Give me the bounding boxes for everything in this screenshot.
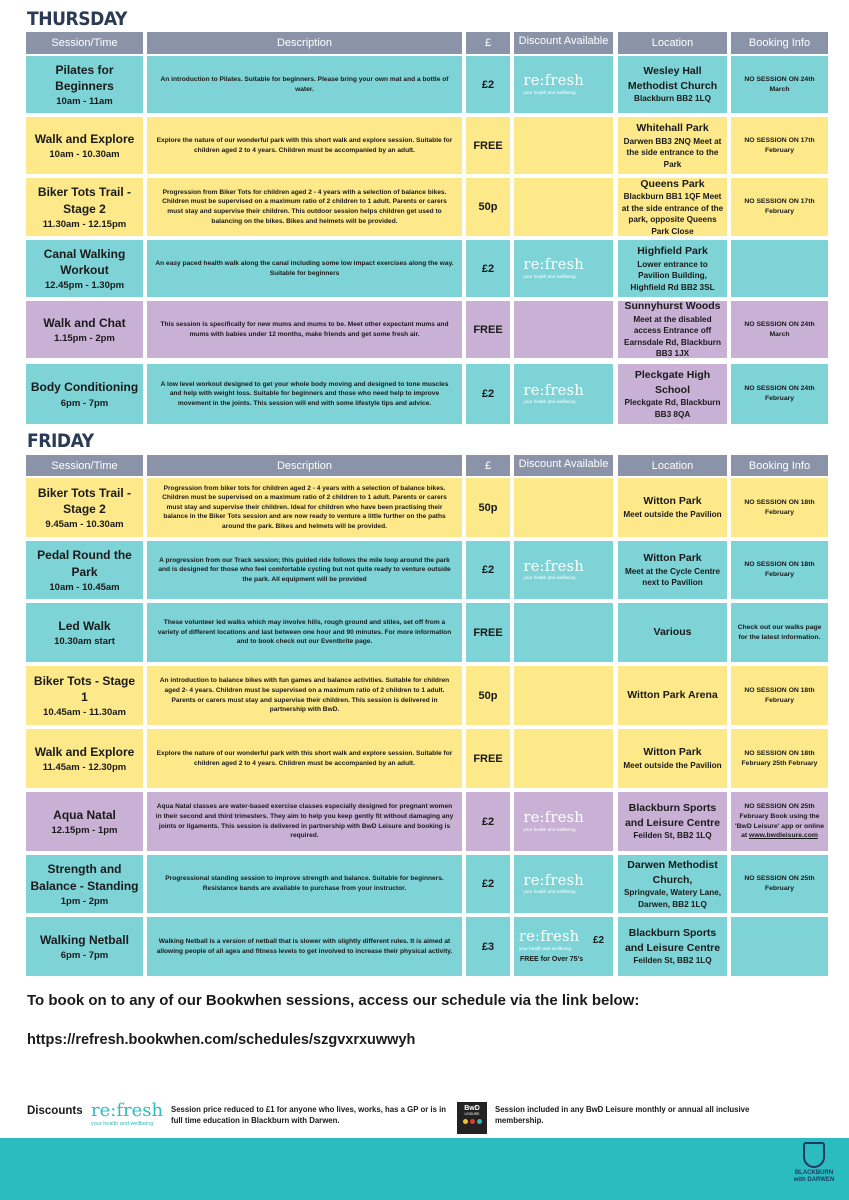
table-row bbox=[26, 240, 828, 297]
session-title: Walk and Explore bbox=[34, 744, 135, 759]
location-name: Witton Park bbox=[643, 552, 702, 565]
session-title: Body Conditioning bbox=[30, 380, 139, 395]
session-description: Explore the nature of our wonderful park with this short walk and explore session. Suitable for children aged 2 to 4 years. Children must be accompanied by an adult. bbox=[156, 749, 453, 767]
session-price: £2 bbox=[481, 388, 495, 400]
location-name: Whitehall Park bbox=[636, 121, 709, 134]
crest-shield-icon bbox=[803, 1142, 825, 1168]
table-row bbox=[26, 301, 828, 358]
booking-info: NO SESSION ON 18th February bbox=[744, 561, 815, 578]
session-price: FREE bbox=[473, 139, 503, 152]
refresh-logo: re:fresh your health and wellbeing bbox=[518, 929, 580, 951]
location-address: Meet outside the Pavilion bbox=[623, 510, 722, 520]
session-title: Biker Tots Trail - Stage 2 bbox=[37, 185, 132, 216]
booking-info: NO SESSION ON 24th March bbox=[744, 320, 815, 338]
session-price: 50p bbox=[478, 501, 498, 514]
session-description: Progression from biker tots for children aged 2 - 4 years with a selection of balance bikes. Children must be supervised on a maximum ratio of 2 children to 1 adult. Parents or carers must stay and supervise their children. Ideal for children who have been practising their balance in the Biker Tots session and are now ready to venture a little further on the paths around the park. Bikes and helmets will be provided. bbox=[162, 484, 447, 530]
session-price: £2 bbox=[481, 78, 495, 91]
session-price: £2 bbox=[481, 564, 495, 576]
location-name: Sunnyhurst Woods bbox=[624, 301, 721, 313]
session-time: 10.45am - 11.30am bbox=[43, 707, 126, 719]
refresh-logo: re:fresh your health and wellbeing bbox=[523, 257, 584, 279]
session-title: Biker Tots - Stage 1 bbox=[33, 673, 136, 704]
table-row bbox=[26, 117, 828, 174]
table-row bbox=[26, 541, 828, 599]
bookwhen-link[interactable]: https://refresh.bookwhen.com/schedules/szgvxrxuwwyh bbox=[27, 1032, 416, 1048]
session-price: 50p bbox=[478, 689, 498, 702]
location-address: Feilden St, BB2 1LQ bbox=[633, 831, 712, 841]
location-name: Blackburn Sports and Leisure Centre bbox=[624, 927, 721, 954]
table-row bbox=[26, 478, 828, 537]
session-title: Aqua Natal bbox=[53, 807, 116, 822]
location-address: Feilden St, BB2 1LQ bbox=[633, 956, 712, 966]
session-description: A progression from our Track session; this guided ride follows the mile loop around the park and is designed for those who feel comfortable cycling but not quite ready to venture outside the park. All equipment will be provided bbox=[158, 556, 451, 583]
location-address: Lower entrance to Pavilion Building, Highfield Rd BB2 3SL bbox=[630, 259, 715, 292]
bwd-discount-text: Session included in any BwD Leisure monthly or annual all inclusive membership. bbox=[495, 1105, 750, 1126]
session-time: 9.45am - 10.30am bbox=[45, 519, 124, 531]
location-name: Witton Park bbox=[643, 746, 702, 759]
refresh-logo: re:fresh your health and wellbeing bbox=[523, 872, 584, 895]
header-price: £ bbox=[466, 455, 510, 476]
header-discount: Discount Available bbox=[514, 32, 613, 54]
session-time: 12.45pm - 1.30pm bbox=[44, 280, 125, 292]
session-price: £2 bbox=[481, 262, 495, 275]
session-price: FREE bbox=[473, 752, 503, 765]
session-time: 1pm - 2pm bbox=[60, 895, 109, 907]
session-price: 50p bbox=[478, 201, 498, 213]
discounts-label: Discounts bbox=[27, 1105, 83, 1117]
location-address: Meet at the disabled access Entrance off Earnsdale Rd, Blackburn BB3 1JX bbox=[624, 314, 721, 358]
refresh-logo: re:fresh your health and wellbeing bbox=[523, 558, 584, 581]
booking-info: NO SESSION ON 24th March bbox=[744, 75, 815, 93]
location-name: Wesley Hall Methodist Church bbox=[627, 65, 718, 92]
table-row bbox=[26, 666, 828, 725]
table-row bbox=[26, 855, 828, 913]
session-price: £3 bbox=[481, 940, 495, 953]
session-description: These volunteer led walks which may involve hills, rough ground and stiles, set off from a variety of different locations and last between one hour and 90 minutes. For more information and to book check out our Eventbrite page. bbox=[157, 619, 452, 646]
location-name: Blackburn Sports and Leisure Centre bbox=[624, 802, 721, 829]
header-description: Description bbox=[147, 32, 462, 54]
booking-info: NO SESSION ON 18th February 25th February bbox=[741, 749, 818, 767]
session-time: 10am - 10.45am bbox=[49, 581, 120, 593]
location-name: Pleckgate High School bbox=[634, 368, 711, 396]
booking-info: NO SESSION ON 17th February bbox=[744, 198, 815, 215]
table-row bbox=[26, 56, 828, 113]
booking-info: NO SESSION ON 17th February bbox=[744, 136, 815, 154]
header-session: Session/Time bbox=[26, 32, 143, 54]
thursday-table-header bbox=[26, 32, 828, 54]
discount-note: FREE for Over 75's bbox=[520, 955, 584, 963]
session-price: FREE bbox=[473, 626, 503, 639]
session-description: An introduction to Pilates. Suitable for beginners. Please bring your own mat and a bottle of water. bbox=[160, 75, 449, 93]
refresh-logo: re:fresh your health and wellbeing bbox=[91, 1100, 164, 1127]
session-price: £2 bbox=[481, 815, 495, 828]
location-name: Various bbox=[653, 626, 692, 639]
friday-table-header bbox=[26, 455, 828, 476]
discounts-legend bbox=[27, 1102, 827, 1136]
discount-price: £2 bbox=[592, 935, 605, 946]
location-address: Meet outside the Pavilion bbox=[623, 761, 722, 771]
session-description: A low level workout designed to get your whole body moving and designed to tone muscles and help with weight loss. Suitable for beginners and those who need help to improve movement in the joints. This session will end with some lifestyle tips and advice. bbox=[160, 380, 449, 407]
header-price: £ bbox=[466, 32, 510, 54]
refresh-discount-text: Session price reduced to £1 for anyone who lives, works, has a GP or is in full time education in Blackburn with Darwen. bbox=[171, 1105, 447, 1126]
session-time: 11.45am - 12.30pm bbox=[42, 762, 127, 774]
location-address: Pleckgate Rd, Blackburn BB3 8QA bbox=[624, 398, 721, 419]
booking-info: NO SESSION ON 25th February bbox=[744, 875, 815, 892]
session-description: Progression from Biker Tots for children aged 2 - 4 years with a selection of balance bikes. Children must be supervised on a maximum ratio of 2 children to 1 adult. Parents or carers must stay and supervise their children. This outdoor session helps children get used to balancing on the bikes. Bikes and helmets will be provided. bbox=[162, 188, 447, 225]
header-location: Location bbox=[618, 455, 727, 476]
session-time: 12.15pm - 1pm bbox=[51, 825, 118, 837]
session-description: Progressional standing session to improve strength and balance. Suitable for beginners. Resistance bands are available to purchase from your instructor. bbox=[165, 875, 444, 892]
session-title: Strength and Balance - Standing bbox=[30, 862, 139, 893]
location-address: Springvale, Watery Lane, Darwen, BB2 1LQ bbox=[623, 888, 722, 909]
location-name: Queens Park bbox=[640, 178, 705, 190]
table-row bbox=[26, 792, 828, 851]
session-title: Pilates for Beginners bbox=[55, 62, 114, 93]
table-row bbox=[26, 178, 828, 236]
location-name: Witton Park Arena bbox=[627, 689, 718, 702]
header-session: Session/Time bbox=[26, 455, 143, 476]
session-time: 10.30am start bbox=[54, 636, 115, 648]
session-price: FREE bbox=[473, 323, 503, 336]
header-booking: Booking Info bbox=[731, 32, 828, 54]
session-title: Canal Walking Workout bbox=[43, 246, 126, 277]
header-description: Description bbox=[147, 455, 462, 476]
thursday-heading: THURSDAY bbox=[27, 8, 127, 30]
footer-band bbox=[0, 1138, 849, 1200]
session-description: An introduction to balance bikes with fun games and balance activities. Suitable for children aged 2- 4 years. Children must be supervised on a maximum ratio of 2 children to 1 adult. Parents or carers must stay and supervise their children. This session is delivered in partnership with BwD. bbox=[159, 677, 450, 714]
session-description: This session is specifically for new mums and mums to be. Meet other expectant mums and mums with babies under 12 months, make friends and get some fresh air. bbox=[160, 320, 449, 338]
bwd-leisure-link[interactable]: www.bwdleisure.com bbox=[749, 832, 818, 840]
header-discount: Discount Available bbox=[514, 455, 613, 476]
session-title: Walk and Chat bbox=[43, 315, 126, 330]
booking-info: NO SESSION ON 24th February bbox=[744, 385, 815, 402]
location-address: Meet at the Cycle Centre next to Pavilion bbox=[624, 566, 721, 588]
refresh-logo: re:fresh your health and wellbeing bbox=[523, 810, 584, 832]
session-time: 6pm - 7pm bbox=[60, 397, 109, 409]
header-location: Location bbox=[618, 32, 727, 54]
location-name: Witton Park bbox=[643, 495, 702, 508]
session-description: An easy paced health walk along the canal including some low impact exercises along the way. Suitable for beginners bbox=[155, 259, 454, 277]
refresh-logo: re:fresh your health and wellbeing bbox=[523, 382, 584, 405]
session-time: 10am - 11am bbox=[56, 96, 113, 108]
friday-heading: FRIDAY bbox=[27, 430, 94, 452]
session-description: Walking Netball is a version of netball that is slower with slightly different rules. It is aimed at allowing people of all ages and fitness levels to get involved to increase their physical activity. bbox=[156, 937, 453, 955]
table-row bbox=[26, 729, 828, 788]
booking-info: NO SESSION ON 18th February bbox=[744, 686, 815, 704]
council-crest-logo: BLACKBURN with DARWEN bbox=[791, 1142, 837, 1198]
booking-instructions: To book on to any of our Bookwhen sessions, access our schedule via the link below: bbox=[27, 992, 640, 1009]
session-time: 1.15pm - 2pm bbox=[54, 333, 115, 345]
header-booking: Booking Info bbox=[731, 455, 828, 476]
location-address: Blackburn BB2 1LQ bbox=[634, 94, 711, 104]
location-name: Highfield Park bbox=[637, 244, 708, 257]
table-row bbox=[26, 603, 828, 662]
booking-info: NO SESSION ON 25th February Book using the 'BwD Leisure' app or online at www.bwdleisure.com bbox=[735, 802, 824, 840]
session-description: Explore the nature of our wonderful park with this short walk and explore session. Suitable for children aged 2 to 4 years. Children must be accompanied by an adult. bbox=[156, 136, 453, 154]
session-price: £2 bbox=[481, 878, 495, 890]
session-title: Walking Netball bbox=[40, 932, 129, 947]
session-title: Walk and Explore bbox=[34, 131, 135, 146]
session-time: 6pm - 7pm bbox=[60, 950, 109, 962]
session-title: Biker Tots Trail - Stage 2 bbox=[37, 485, 132, 516]
location-name: Darwen Methodist Church, bbox=[627, 858, 718, 886]
session-description: Aqua Natal classes are water-based exercise classes especially designed for pregnant women in their second and third trimesters. They aim to help you keep gently fit without damaging any joints or ligaments. This session is delivered in partnership with BwD Leisure and booking is required. bbox=[155, 803, 454, 840]
session-title: Pedal Round the Park bbox=[37, 548, 132, 579]
booking-info: Check out our walks page for the latest information. bbox=[737, 623, 822, 641]
session-time: 11.30am - 12.15pm bbox=[42, 218, 127, 230]
table-row bbox=[26, 364, 828, 424]
refresh-logo: re:fresh your health and wellbeing bbox=[523, 73, 584, 95]
table-row bbox=[26, 917, 828, 976]
session-time: 10am - 10.30am bbox=[49, 149, 120, 161]
bwd-leisure-logo: BwD LEISURE bbox=[457, 1102, 487, 1134]
location-address: Darwen BB3 2NQ Meet at the side entrance to the Park bbox=[623, 136, 722, 169]
location-address: Blackburn BB1 1QF Meet at the side entrance of the park, opposite Queens Park Close bbox=[621, 192, 724, 236]
booking-info: NO SESSION ON 18th February bbox=[744, 498, 815, 516]
session-title: Led Walk bbox=[58, 618, 111, 633]
